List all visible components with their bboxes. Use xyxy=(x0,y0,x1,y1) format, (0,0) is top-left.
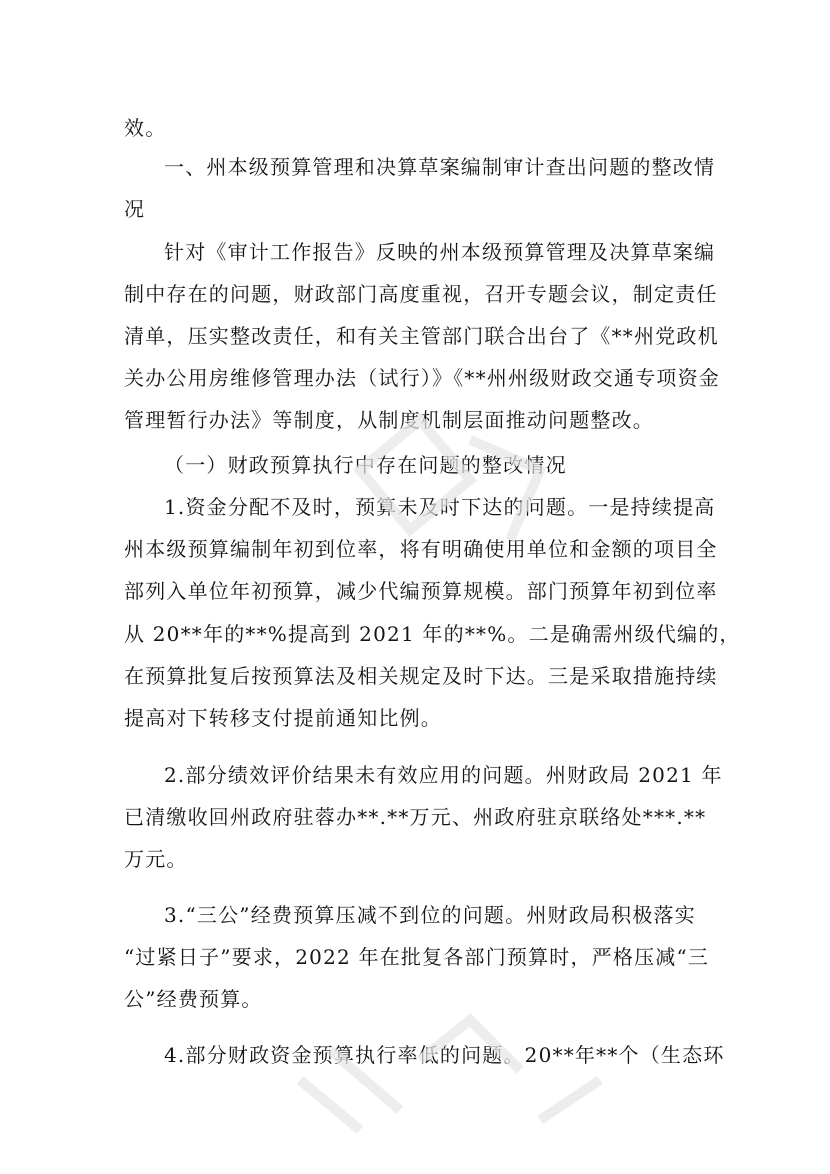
text-line: 3.“三公”经费预算压减不到位的问题。州财政局积极落实 xyxy=(164,903,696,927)
section-heading-cont: 况 xyxy=(124,197,146,221)
text-line: 针对《审计工作报告》反映的州本级预算管理及决算草案编 xyxy=(164,240,716,264)
text-line: 1.资金分配不及时，预算未及时下达的问题。一是持续提高 xyxy=(164,495,716,519)
text-line: 效。 xyxy=(124,116,167,140)
text-line: 4.部分财政资金预算执行率低的问题。20**年**个（生态环 xyxy=(164,1043,725,1067)
text-line: 部列入单位年初预算，减少代编预算规模。部门预算年初到位率 xyxy=(124,579,718,603)
text-line: “过紧日子”要求，2022 年在批复各部门预算时，严格压减“三 xyxy=(124,945,710,969)
text-line: 关办公用房维修管理办法（试行）》《**州州级财政交通专项资金 xyxy=(124,366,720,390)
text-line: 在预算批复后按预算法及相关规定及时下达。三是采取措施持续 xyxy=(124,664,718,688)
text-line: 州本级预算编制年初到位率，将有明确使用单位和金额的项目全 xyxy=(124,537,718,561)
text-line: 公”经费预算。 xyxy=(124,987,263,1011)
text-line: 万元。 xyxy=(124,847,188,871)
text-line: 提高对下转移支付提前通知比例。 xyxy=(124,706,442,730)
text-line: 从 20**年的**%提高到 2021 年的**%。二是确需州级代编的， xyxy=(124,622,741,646)
text-line: 2.部分绩效评价结果未有效应用的问题。州财政局 2021 年 xyxy=(164,763,723,787)
text-line: 制中存在的问题，财政部门高度重视，召开专题会议，制定责任 xyxy=(124,282,718,306)
section-heading: 一、州本级预算管理和决算草案编制审计查出问题的整改情 xyxy=(164,155,716,179)
text-line: 管理暂行办法》等制度，从制度机制层面推动问题整改。 xyxy=(124,408,654,432)
text-line: 清单，压实整改责任，和有关主管部门联合出台了《**州党政机 xyxy=(124,324,719,348)
text-line: 已清缴收回州政府驻蓉办**.**万元、州政府驻京联络处***.** xyxy=(124,805,707,829)
subsection-heading: （一）财政预算执行中存在问题的整改情况 xyxy=(164,453,567,477)
